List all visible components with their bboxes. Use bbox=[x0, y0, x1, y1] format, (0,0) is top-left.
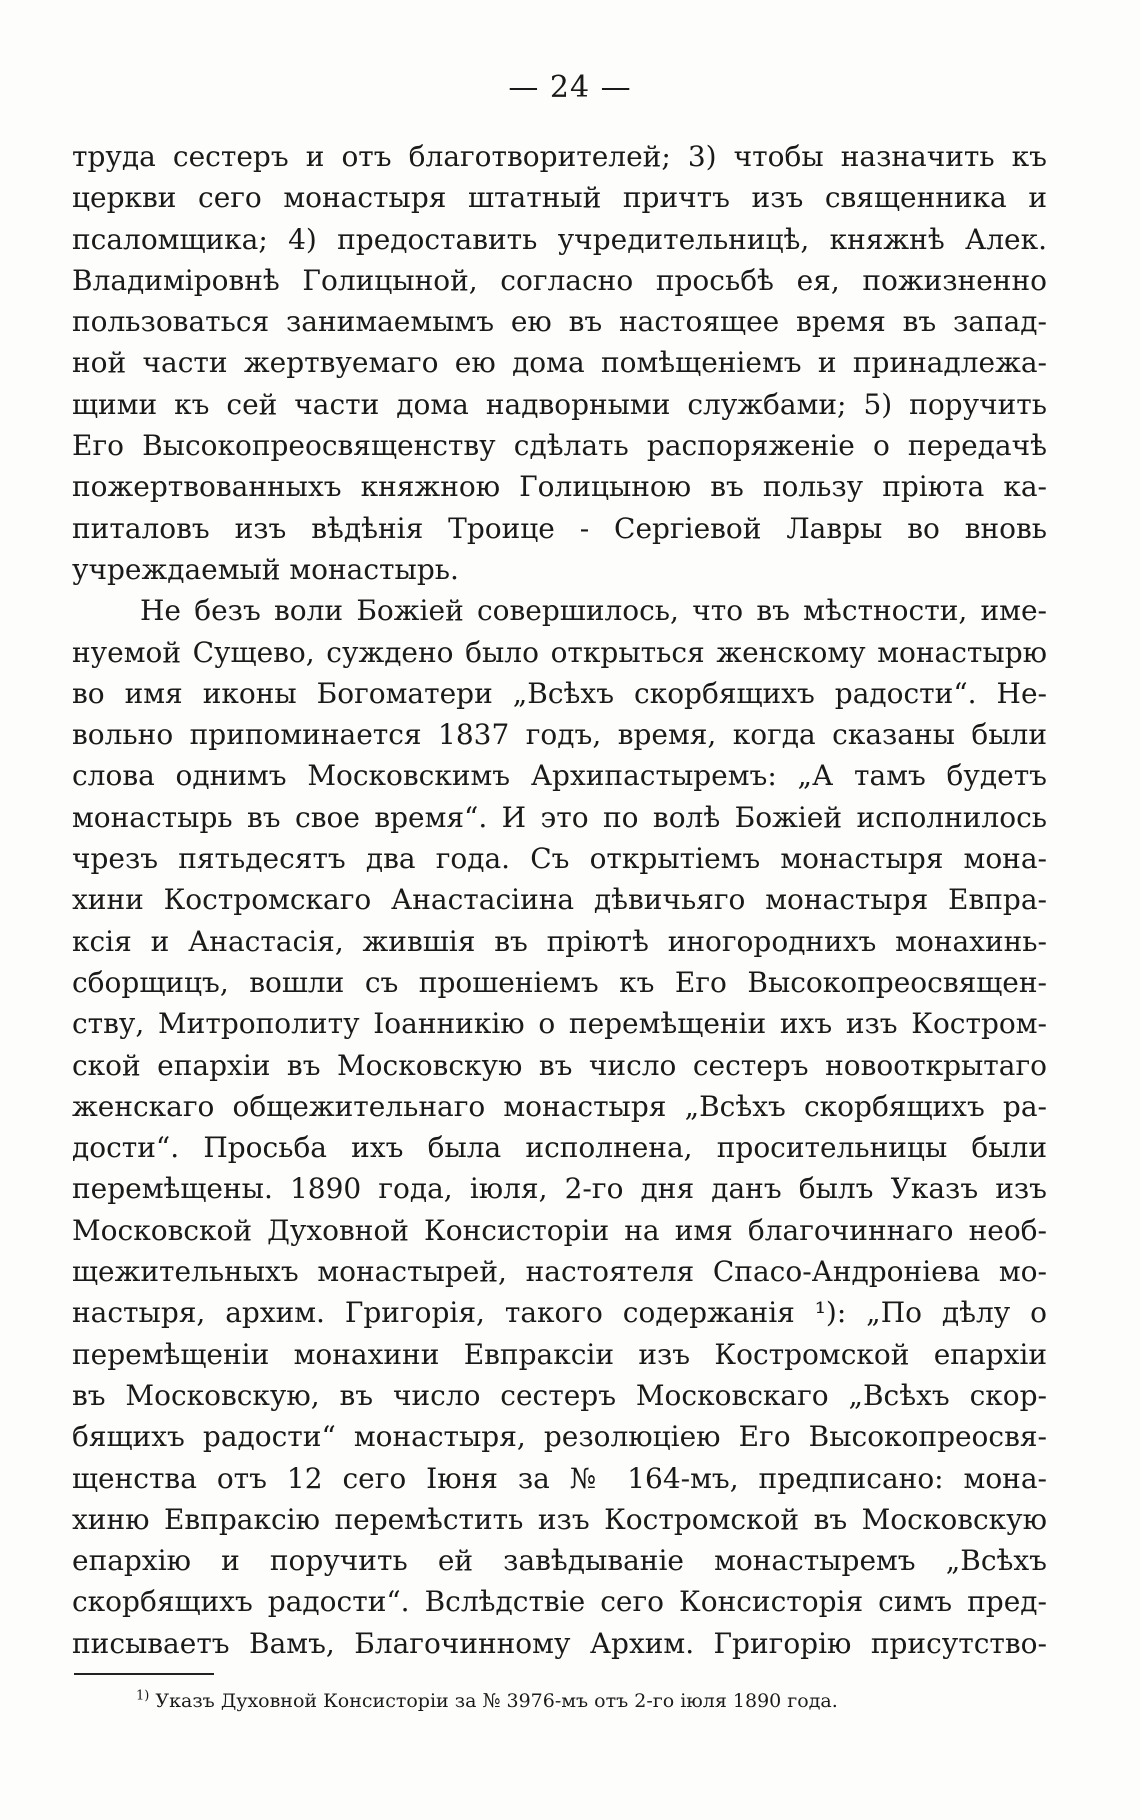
text-line: ской епархіи въ Московскую въ число сестеръ новооткрытаго bbox=[72, 1048, 1047, 1082]
text-line: Московской Духовной Консисторіи на имя благочиннаго необ- bbox=[72, 1213, 1047, 1247]
text-line: во имя иконы Богоматери „Всѣхъ скорбящихъ радости“. Не- bbox=[72, 676, 1047, 710]
text-line: труда сестеръ и отъ благотворителей; 3) чтобы назначить къ bbox=[72, 140, 1047, 173]
text-line: питаловъ изъ вѣдѣнія Троице - Сергіевой Лавры во вновь bbox=[72, 511, 1047, 545]
text-line: дости“. Просьба ихъ была исполнена, просительницы были bbox=[72, 1131, 1047, 1165]
text-line: щенства отъ 12 сего Іюня за № 164-мъ, предписано: мона- bbox=[72, 1461, 1047, 1495]
text-line: пользоваться занимаемымъ ею въ настоящее время въ запад- bbox=[72, 305, 1047, 339]
footnote-text: Указъ Духовной Консисторіи за № 3976-мъ отъ 2-го іюля 1890 года. bbox=[155, 1690, 838, 1712]
text-line: хиню Евпраксію перемѣстить изъ Костромской въ Московскую bbox=[72, 1502, 1047, 1536]
text-line: въ Московскую, въ число сестеръ Московскаго „Всѣхъ скор- bbox=[72, 1378, 1047, 1412]
text-line: писываетъ Вамъ, Благочинному Архим. Григорію присутство- bbox=[72, 1626, 1047, 1660]
text-line: ксія и Анастасія, жившія въ пріютѣ иногороднихъ монахинь- bbox=[72, 924, 1047, 958]
text-line: бящихъ радости“ монастыря, резолюціею Его Высокопреосвя- bbox=[72, 1420, 1047, 1454]
text-line: епархію и поручить ей завѣдываніе монастыремъ „Всѣхъ bbox=[72, 1544, 1047, 1578]
text-line: чрезъ пятьдесятъ два года. Съ открытіемъ монастыря мона- bbox=[72, 842, 1047, 876]
text-line: Его Высокопреосвященству сдѣлать распоряженіе о передачѣ bbox=[72, 429, 1047, 463]
text-line: ству, Митрополиту Іоанникію о перемѣщеніи ихъ изъ Костром- bbox=[72, 1007, 1047, 1041]
text-line: настыря, архим. Григорія, такого содержанія ¹): „По дѣлу о bbox=[72, 1296, 1047, 1330]
text-line: перемѣщены. 1890 года, іюля, 2-го дня данъ былъ Указъ изъ bbox=[72, 1172, 1047, 1206]
text-line: женскаго общежительнаго монастыря „Всѣхъ скорбящихъ ра- bbox=[72, 1089, 1047, 1123]
text-line: щежительныхъ монастырей, настоятеля Спасо-Андроніева мо- bbox=[72, 1255, 1047, 1289]
text-line: пожертвованныхъ княжною Голицыною въ пользу пріюта ка- bbox=[72, 470, 1047, 504]
text-line: щими къ сей части дома надворными службами; 5) поручить bbox=[72, 387, 1047, 421]
text-line: псаломщика; 4) предоставить учредительницѣ, княжнѣ Алек. bbox=[72, 222, 1047, 256]
text-line: церкви сего монастыря штатный причтъ изъ священника и bbox=[72, 181, 1047, 215]
text-line: перемѣщеніи монахини Евпраксіи изъ Костромской епархіи bbox=[72, 1337, 1047, 1371]
text-line: монастырь въ свое время“. И это по волѣ Божіей исполнилось bbox=[72, 800, 1047, 834]
text-line: слова однимъ Московскимъ Архипастыремъ: „А тамъ будетъ bbox=[72, 759, 1047, 793]
text-line: Владиміровнѣ Голицыной, согласно просьбѣ ея, пожизненно bbox=[72, 263, 1047, 297]
page-number: — 24 — bbox=[508, 70, 632, 105]
text-line: сборщицъ, вошли съ прошеніемъ къ Его Высокопреосвящен- bbox=[72, 965, 1047, 999]
body-text bbox=[72, 136, 1047, 1664]
text-line: хини Костромскаго Анастасіина дѣвичьяго монастыря Евпра- bbox=[72, 883, 1047, 917]
text-line: Не безъ воли Божіей совершилось, что въ мѣстности, име- bbox=[140, 594, 1047, 628]
text-line: вольно припоминается 1837 годъ, время, когда сказаны были bbox=[72, 718, 1047, 752]
text-line: учреждаемый монастырь. bbox=[72, 552, 459, 586]
text-line: нуемой Сущево, суждено было открыться женскому монастырю bbox=[72, 635, 1047, 669]
footnote-divider bbox=[74, 1673, 214, 1675]
text-line: ной части жертвуемаго ею дома помѣщеніемъ и принадлежа- bbox=[72, 346, 1047, 380]
footnote-marker: 1) bbox=[136, 1688, 150, 1704]
footnote bbox=[136, 1686, 1036, 1716]
text-line: скорбящихъ радости“. Вслѣдствіе сего Консисторія симъ пред- bbox=[72, 1585, 1047, 1619]
